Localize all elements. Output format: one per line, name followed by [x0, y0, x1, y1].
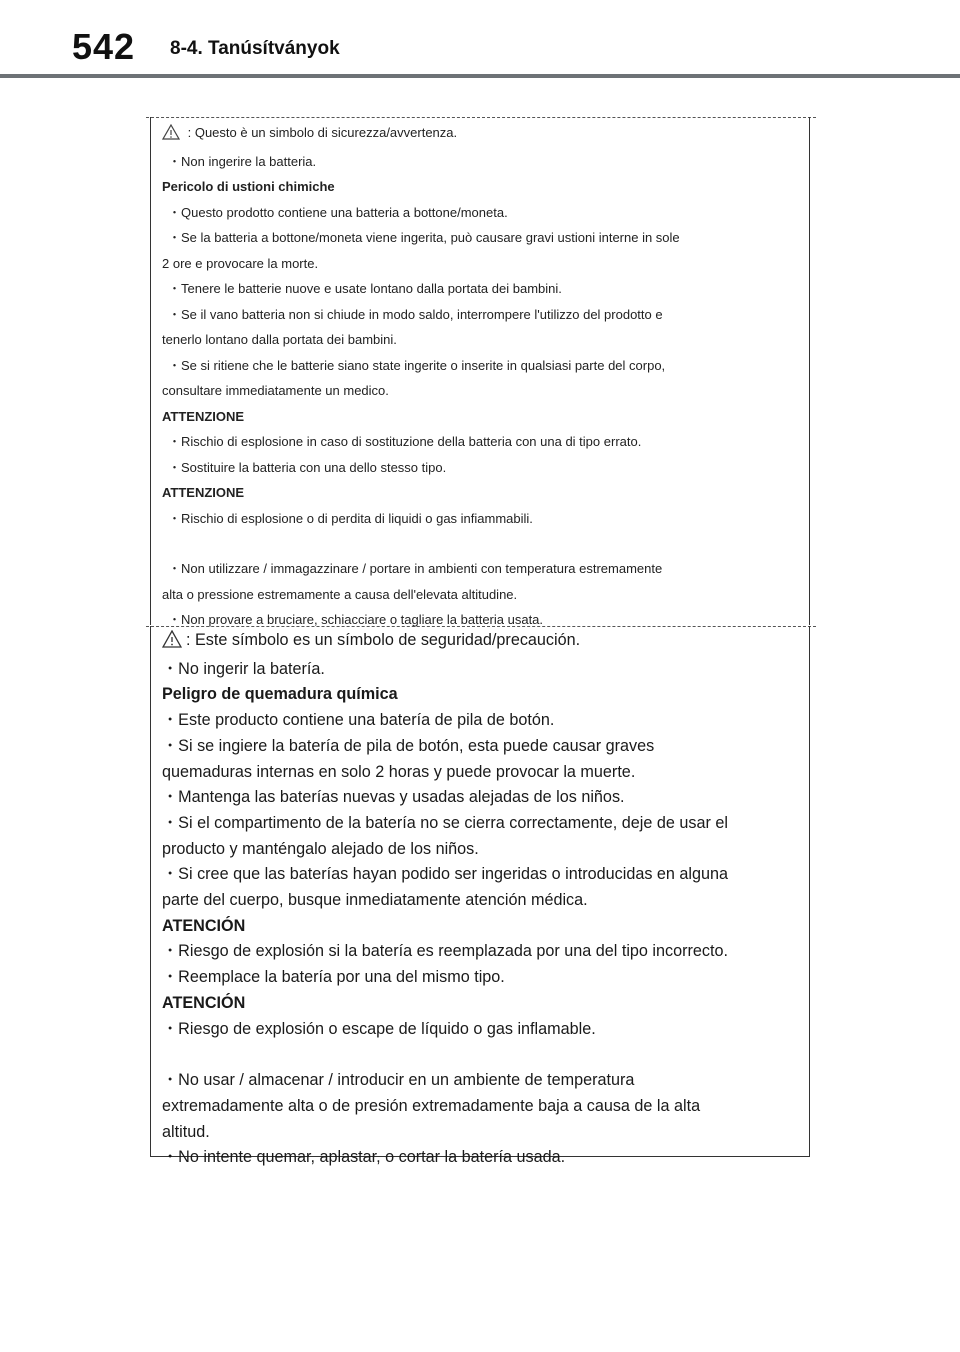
- page-number: 542: [72, 26, 136, 67]
- warning-line: ・Non utilizzare / immagazzinare / portare in ambienti con temperatura estremamente: [168, 561, 663, 576]
- warning-line: ・Si se ingiere la batería de pila de botón, esta puede causar graves: [162, 736, 655, 755]
- spacer: [162, 531, 792, 556]
- warning-line: alta o pressione estremamente a causa dell'elevata altitudine.: [162, 586, 518, 602]
- warning-line: ・Se si ritiene che le batterie siano state ingerite o inserite in qualsiasi parte del corpo,: [168, 357, 666, 373]
- warning-line: ・Reemplace la batería por una del mismo tipo.: [162, 968, 505, 987]
- symbol-note: : Questo è un simbolo di sicurezza/avvertenza.: [162, 120, 792, 149]
- warning-line: ・No usar / almacenar / introducir en un ambiente de temperatura: [162, 1071, 635, 1090]
- warning-line: ・Questo prodotto contiene una batteria a bottone/moneta.: [168, 204, 508, 220]
- warning-line: ・Si el compartimento de la batería no se cierra correctamente, deje de usar el: [162, 813, 728, 832]
- warning-line: consultare immediatamente un medico.: [162, 383, 389, 398]
- warning-line: ・Riesgo de explosión o escape de líquido o gas inflamable.: [162, 1019, 596, 1038]
- warning-line: ・Tenere le batterie nuove e usate lontano dalla portata dei bambini.: [168, 281, 562, 296]
- warning-line: ・No ingerir la batería.: [162, 659, 325, 678]
- warning-triangle-icon: [162, 123, 180, 149]
- warning-heading: ATTENZIONE: [162, 485, 245, 500]
- warning-line: ・Sostituire la batteria con una dello stesso tipo.: [168, 459, 447, 475]
- warning-line: producto y manténgalo alejado de los niños.: [162, 839, 479, 858]
- warning-line: ・Non ingerire la batteria.: [168, 153, 317, 169]
- warning-line: ・Se la batteria a bottone/moneta viene ingerita, può causare gravi ustioni interne in sole: [168, 230, 680, 245]
- warning-line: altitud.: [162, 1122, 210, 1141]
- warning-triangle-icon: [162, 630, 182, 657]
- spanish-warning-text: [162, 628, 792, 1171]
- warning-line: ・Rischio di esplosione in caso di sostituzione della batteria con una di tipo errato.: [168, 434, 642, 449]
- warning-line: ・Non provare a bruciare, schiacciare o tagliare la batteria usata.: [168, 612, 544, 627]
- warning-line: quemaduras internas en solo 2 horas y puede provocar la muerte.: [162, 762, 636, 781]
- warning-line: ・Rischio di esplosione o di perdita di liquidi o gas infiammabili.: [168, 510, 533, 526]
- warning-line: extremadamente alta o de presión extremadamente baja a causa de la alta: [162, 1096, 701, 1115]
- page-header: [0, 0, 960, 78]
- warning-line: ・Este producto contiene una batería de pila de botón.: [162, 711, 555, 730]
- warning-line: ・No intente quemar, aplastar, o cortar la batería usada.: [162, 1148, 566, 1167]
- warning-line: ・Mantenga las baterías nuevas y usadas alejadas de los niños.: [162, 788, 625, 807]
- spacer: [162, 1042, 792, 1068]
- warning-heading: Pericolo di ustioni chimiche: [162, 179, 335, 194]
- warning-line: ・Riesgo de explosión si la batería es reemplazada por una del tipo incorrecto.: [162, 942, 728, 961]
- header-rule: [0, 74, 960, 78]
- warning-heading: Peligro de quemadura química: [162, 685, 398, 704]
- italian-warning-text: [162, 120, 792, 633]
- warning-line: parte del cuerpo, busque inmediatamente atención médica.: [162, 891, 588, 910]
- section-title: 8-4. Tanúsítványok: [170, 38, 340, 59]
- warning-line: tenerlo lontano dalla portata dei bambini.: [162, 332, 397, 347]
- warning-heading: ATENCIÓN: [162, 916, 246, 935]
- warning-line: ・Se il vano batteria non si chiude in modo saldo, interrompere l'utilizzo del prodotto e: [168, 306, 663, 322]
- warning-line: ・Si cree que las baterías hayan podido ser ingeridas o introducidas en alguna: [162, 865, 729, 884]
- warning-heading: ATENCIÓN: [162, 993, 246, 1012]
- warning-heading: ATTENZIONE: [162, 408, 245, 424]
- warning-line: 2 ore e provocare la morte.: [162, 255, 319, 271]
- symbol-note: : Este símbolo es un símbolo de seguridad/precaución.: [162, 628, 792, 657]
